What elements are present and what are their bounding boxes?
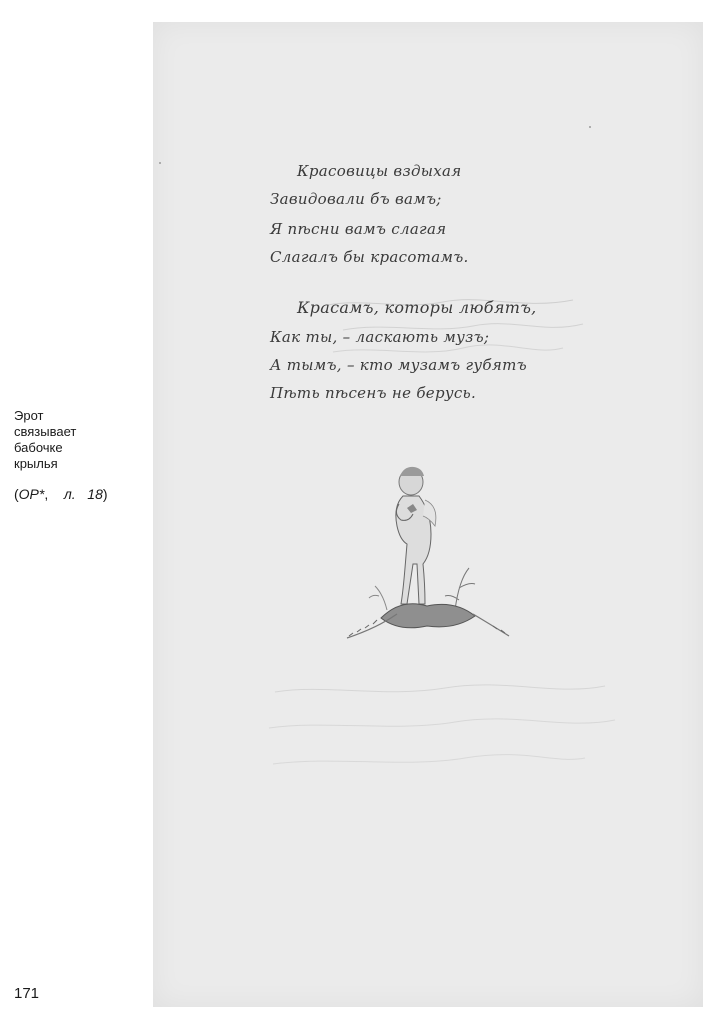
caption-line: связывает xyxy=(14,424,77,439)
source-close-paren: ) xyxy=(102,486,108,502)
caption-line: Эрот xyxy=(14,408,44,423)
verse-line: А тымъ, – кто музамъ губятъ xyxy=(270,356,527,374)
paper-speck xyxy=(159,162,161,164)
source-separator: , xyxy=(44,486,49,502)
verse-line: Слагалъ бы красотамъ. xyxy=(270,248,469,266)
verse-line: Красовицы вздыхая xyxy=(297,162,462,180)
bleed-through-strokes-lower xyxy=(265,672,625,792)
illustration-caption xyxy=(14,408,146,472)
source-leaf-label: л. xyxy=(63,486,76,502)
manuscript-page xyxy=(153,22,703,1007)
source-code: ОР* xyxy=(18,486,45,502)
verse-line: Как ты, – ласкають музъ; xyxy=(270,328,490,346)
verse-line: Завидовали бъ вамъ; xyxy=(270,190,442,208)
paper-speck xyxy=(589,126,591,128)
cupid-vignette-illustration xyxy=(343,460,513,650)
verse-line: Я пѣсни вамъ слагая xyxy=(270,220,447,238)
verse-line: Красамъ, которы любятъ, xyxy=(297,298,537,317)
caption-line: бабочке xyxy=(14,440,63,455)
source-leaf-number: 18 xyxy=(87,486,103,502)
verse-line: Пѣть пѣсенъ не берусь. xyxy=(270,384,477,402)
page-number: 171 xyxy=(14,985,40,1002)
caption-line: крылья xyxy=(14,456,58,471)
source-reference xyxy=(14,486,108,502)
source-open-paren: ( xyxy=(14,486,19,502)
